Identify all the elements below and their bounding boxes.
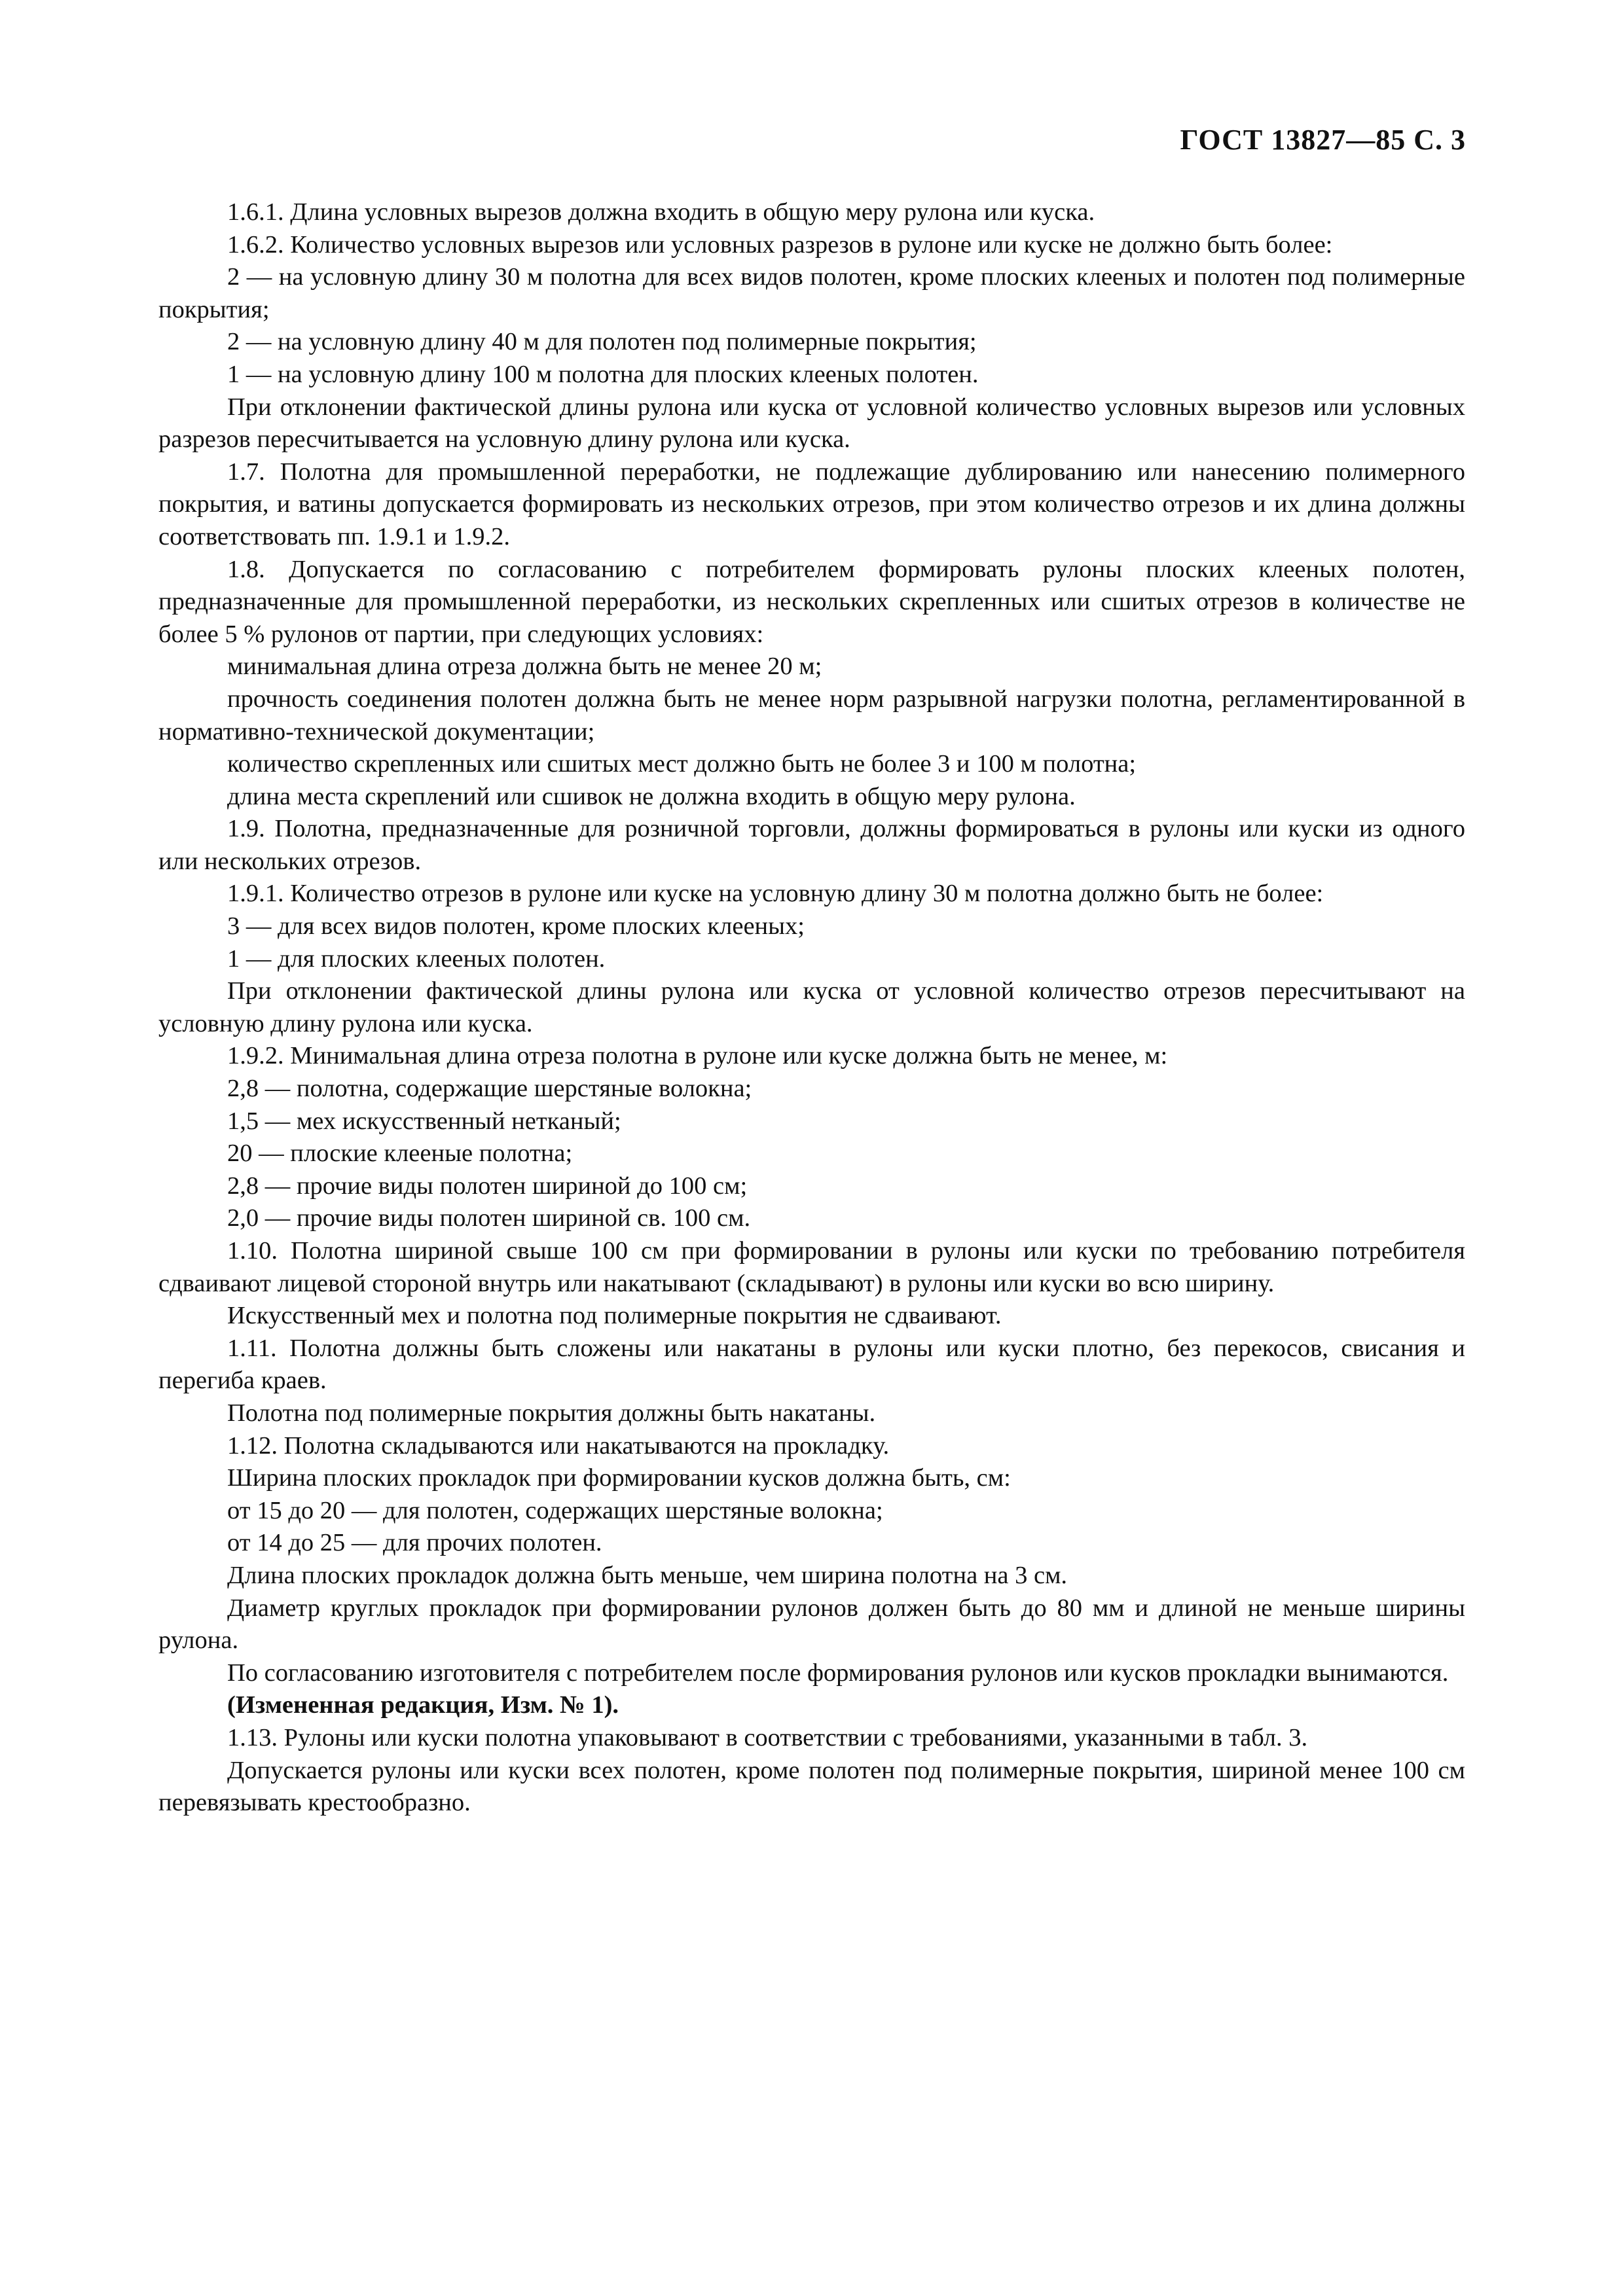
paragraph: 1.9. Полотна, предназначенные для розничной торговли, должны формироваться в рулоны или куски из одного или нескольких отрезов. (158, 815, 1465, 875)
document-body (158, 196, 1465, 1820)
paragraph: Допускается рулоны или куски всех полотен, кроме полотен под полимерные покрытия, шириной менее 100 см перевязывать крестообразно. (158, 1756, 1465, 1817)
paragraph: По согласованию изготовителя с потребителем после формирования рулонов или кусков прокладки вынимаются. (227, 1659, 1449, 1687)
paragraph: При отклонении фактической длины рулона или куска от условной количество отрезов пересчитывают на условную длину рулона или куска. (158, 977, 1465, 1037)
paragraph: 1.6.1. Длина условных вырезов должна входить в общую меру рулона или куска. (227, 198, 1095, 226)
paragraph: Ширина плоских прокладок при формировании кусков должна быть, см: (227, 1464, 1011, 1492)
paragraph: 2,0 — прочие виды полотен шириной св. 100 см. (227, 1204, 751, 1232)
paragraph: длина места скреплений или сшивок не должна входить в общую меру рулона. (227, 782, 1076, 810)
paragraph: от 14 до 25 — для прочих полотен. (227, 1529, 602, 1557)
paragraph: 1.9.2. Минимальная длина отреза полотна в рулоне или куске должна быть не менее, м: (227, 1042, 1168, 1070)
paragraph: 1 — на условную длину 100 м полотна для плоских клееных полотен. (227, 360, 979, 388)
paragraph: Диаметр круглых прокладок при формировании рулонов должен быть до 80 мм и длиной не меньше ширины рулона. (158, 1594, 1465, 1655)
paragraph: 2,8 — прочие виды полотен шириной до 100 см; (227, 1172, 748, 1200)
paragraph: 1,5 — мех искусственный нетканый; (227, 1107, 621, 1135)
paragraph: 1.12. Полотна складываются или накатываются на прокладку. (227, 1431, 890, 1460)
paragraph: минимальная длина отреза должна быть не менее 20 м; (227, 653, 822, 681)
paragraph: Полотна под полимерные покрытия должны быть накатаны. (227, 1399, 876, 1427)
paragraph: 1.8. Допускается по согласованию с потребителем формировать рулоны плоских клееных полотен, предназначенные для промышленной переработки, из нескольких скрепленных или сшитых отрезов в количестве не более 5 % рулонов от партии, при следующих условиях: (158, 555, 1465, 648)
amendment-note: (Измененная редакция, Изм. № 1). (227, 1691, 619, 1719)
paragraph: 1 — для плоских клееных полотен. (227, 944, 606, 973)
paragraph: 2 — на условную длину 30 м полотна для всех видов полотен, кроме плоских клееных и полотен под полимерные покрытия; (158, 263, 1465, 323)
paragraph: 1.6.2. Количество условных вырезов или условных разрезов в рулоне или куске не должно быть более: (227, 230, 1333, 259)
paragraph: 2,8 — полотна, содержащие шерстяные волокна; (227, 1075, 752, 1103)
paragraph: количество скрепленных или сшитых мест должно быть не более 3 и 100 м полотна; (227, 750, 1137, 778)
paragraph: Искусственный мех и полотна под полимерные покрытия не сдваивают. (227, 1302, 1002, 1330)
paragraph: При отклонении фактической длины рулона или куска от условной количество условных вырезов или условных разрезов пересчитывается на условную длину рулона или куска. (158, 393, 1465, 454)
paragraph: 1.13. Рулоны или куски полотна упаковывают в соответствии с требованиями, указанными в табл. 3. (227, 1723, 1308, 1751)
paragraph: Длина плоских прокладок должна быть меньше, чем ширина полотна на 3 см. (227, 1561, 1068, 1589)
paragraph: 1.9.1. Количество отрезов в рулоне или куске на условную длину 30 м полотна должно быть не более: (227, 880, 1324, 908)
paragraph: 2 — на условную длину 40 м для полотен под полимерные покрытия; (227, 328, 977, 356)
paragraph: от 15 до 20 — для полотен, содержащих шерстяные волокна; (227, 1496, 883, 1524)
paragraph: 1.7. Полотна для промышленной переработки, не подлежащие дублированию или нанесению полимерного покрытия, и ватины допускается формировать из нескольких отрезов, при этом количество отрезов и их длина должны соответствовать пп. 1.9.1 и 1.9.2. (158, 457, 1465, 550)
paragraph: 1.10. Полотна шириной свыше 100 см при формировании в рулоны или куски по требованию потребителя сдваивают лицевой стороной внутрь или накатывают (складывают) в рулоны или куски во всю ширину. (158, 1237, 1465, 1297)
paragraph: 1.11. Полотна должны быть сложены или накатаны в рулоны или куски плотно, без перекосов, свисания и перегиба краев. (158, 1334, 1465, 1395)
paragraph: 3 — для всех видов полотен, кроме плоских клееных; (227, 912, 805, 941)
document-header: ГОСТ 13827—85 С. 3 (1180, 124, 1466, 156)
paragraph: прочность соединения полотен должна быть не менее норм разрывной нагрузки полотна, регламентированной в нормативно-технической документации; (158, 685, 1465, 745)
paragraph: 20 — плоские клееные полотна; (227, 1139, 573, 1168)
